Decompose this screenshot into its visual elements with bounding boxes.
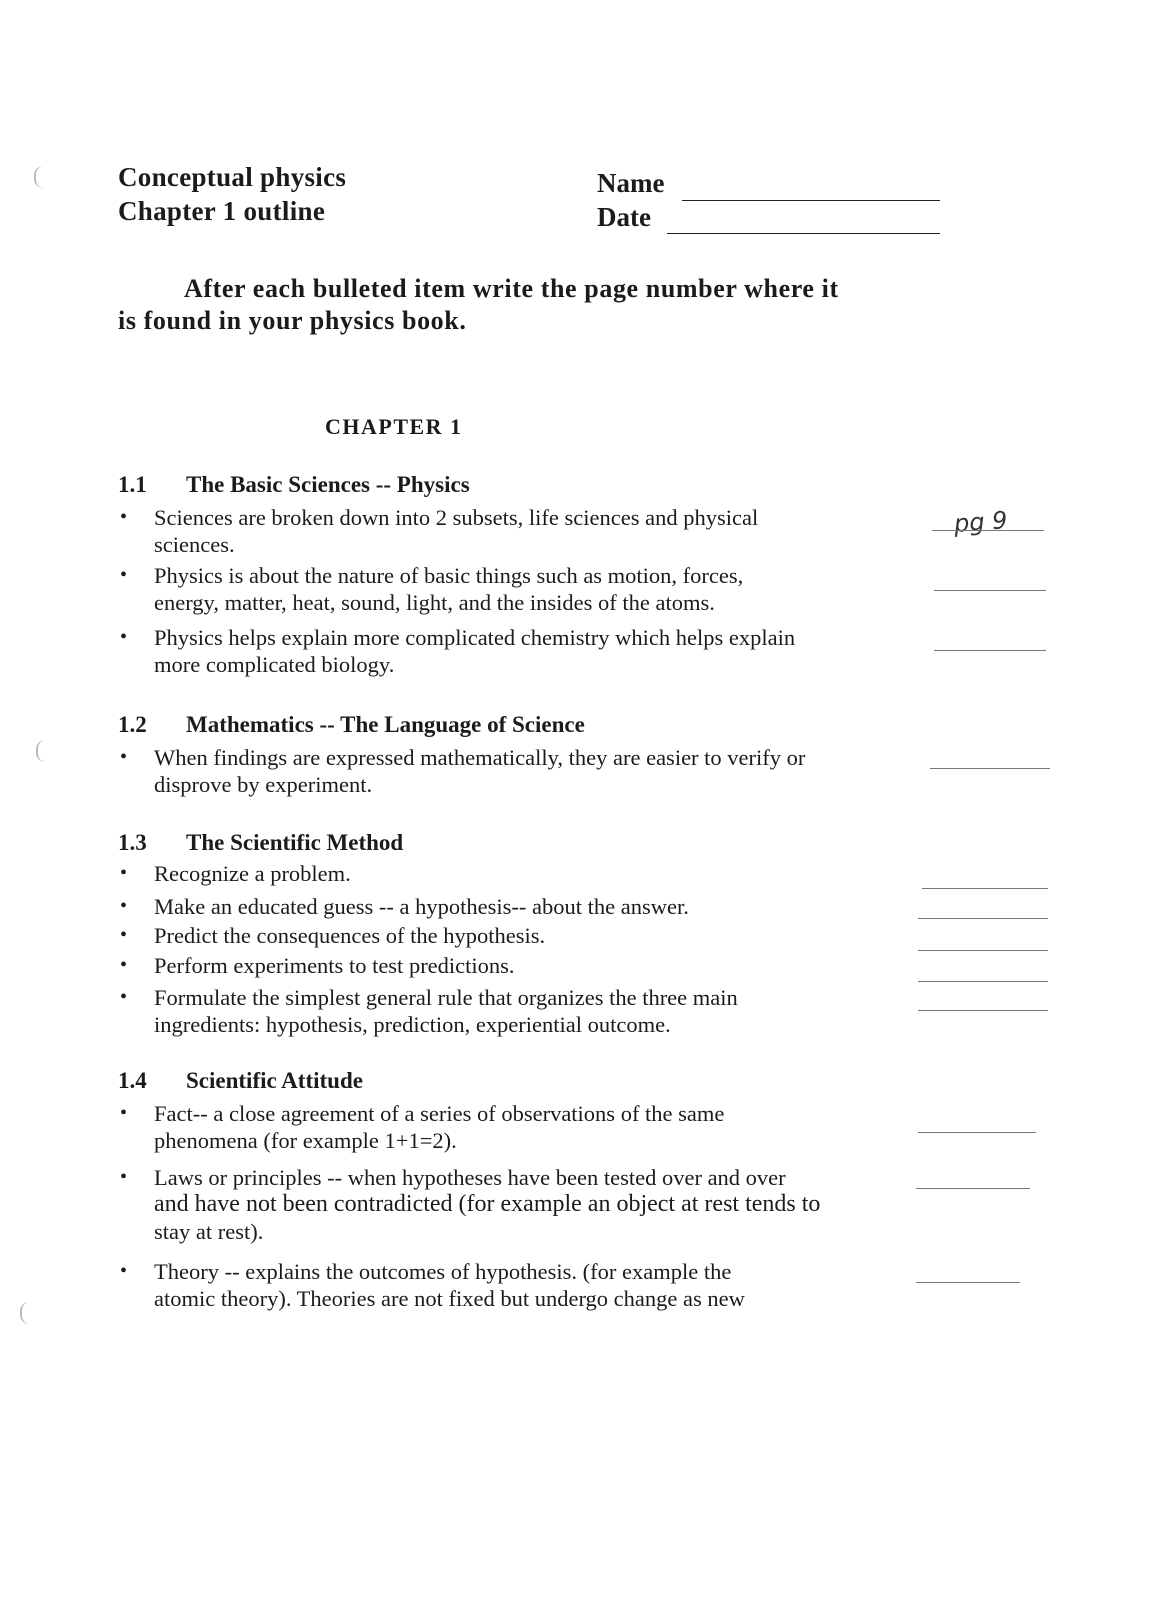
section-number: 1.2	[118, 712, 147, 737]
list-item: • When findings are expressed mathematically, they are easier to verify or disprove by experiment.	[154, 744, 944, 798]
section-heading	[118, 830, 403, 856]
answer-line[interactable]	[918, 1010, 1048, 1011]
handwritten-answer: pg 9	[953, 506, 1009, 538]
section-number: 1.3	[118, 830, 147, 855]
section-number: 1.4	[118, 1068, 147, 1093]
scan-mark	[20, 1302, 44, 1324]
instructions-line-2: is found in your physics book.	[118, 306, 467, 335]
answer-line[interactable]	[916, 1188, 1030, 1189]
section-title: Mathematics -- The Language of Science	[186, 712, 585, 737]
list-item: • Theory -- explains the outcomes of hypothesis. (for example the atomic theory). Theories are not fixed but undergo change as new	[154, 1258, 944, 1312]
instructions-line-1: After each bulleted item write the page number where it	[184, 274, 839, 303]
answer-line[interactable]	[916, 1282, 1020, 1283]
answer-line[interactable]	[918, 1132, 1036, 1133]
list-item: • Sciences are broken down into 2 subsets, life sciences and physical sciences.	[154, 504, 944, 558]
name-label: Name	[597, 168, 665, 198]
list-item: • Recognize a problem.	[154, 860, 944, 887]
scan-mark	[36, 740, 60, 762]
answer-line[interactable]	[934, 590, 1046, 591]
list-item: • Make an educated guess -- a hypothesis-- about the answer.	[154, 893, 944, 920]
section-heading	[118, 1068, 363, 1094]
section-number: 1.1	[118, 472, 147, 497]
list-item: • Laws or principles -- when hypotheses have been tested over and over and have not been contradicted (for example an object at rest tends to stay at rest).	[154, 1164, 944, 1245]
answer-line[interactable]	[932, 530, 1044, 531]
list-item: • Physics helps explain more complicated chemistry which helps explain more complicated biology.	[154, 624, 944, 678]
answer-line[interactable]	[934, 650, 1046, 651]
section-heading	[118, 472, 470, 498]
answer-line[interactable]	[922, 888, 1048, 889]
list-item: • Formulate the simplest general rule that organizes the three main ingredients: hypothesis, prediction, experiential outcome.	[154, 984, 944, 1038]
answer-line[interactable]	[918, 918, 1048, 919]
list-item: • Fact-- a close agreement of a series of observations of the same phenomena (for example 1+1=2).	[154, 1100, 944, 1154]
date-field[interactable]	[667, 233, 940, 234]
name-field[interactable]	[682, 200, 940, 201]
list-item: • Physics is about the nature of basic things such as motion, forces, energy, matter, heat, sound, light, and the insides of the atoms.	[154, 562, 944, 616]
list-item: • Perform experiments to test predictions.	[154, 952, 944, 979]
list-item: • Predict the consequences of the hypothesis.	[154, 922, 944, 949]
scan-mark	[34, 166, 58, 188]
answer-line[interactable]	[918, 981, 1048, 982]
answer-line[interactable]	[930, 768, 1050, 769]
section-title: The Basic Sciences -- Physics	[186, 472, 470, 497]
course-title: Conceptual physics	[118, 162, 347, 192]
chapter-heading: CHAPTER 1	[325, 414, 463, 439]
answer-line[interactable]	[918, 950, 1048, 951]
section-heading	[118, 712, 585, 738]
section-title: The Scientific Method	[186, 830, 404, 855]
date-label: Date	[597, 202, 651, 232]
section-title: Scientific Attitude	[186, 1068, 363, 1093]
outline-title: Chapter 1 outline	[118, 196, 326, 226]
